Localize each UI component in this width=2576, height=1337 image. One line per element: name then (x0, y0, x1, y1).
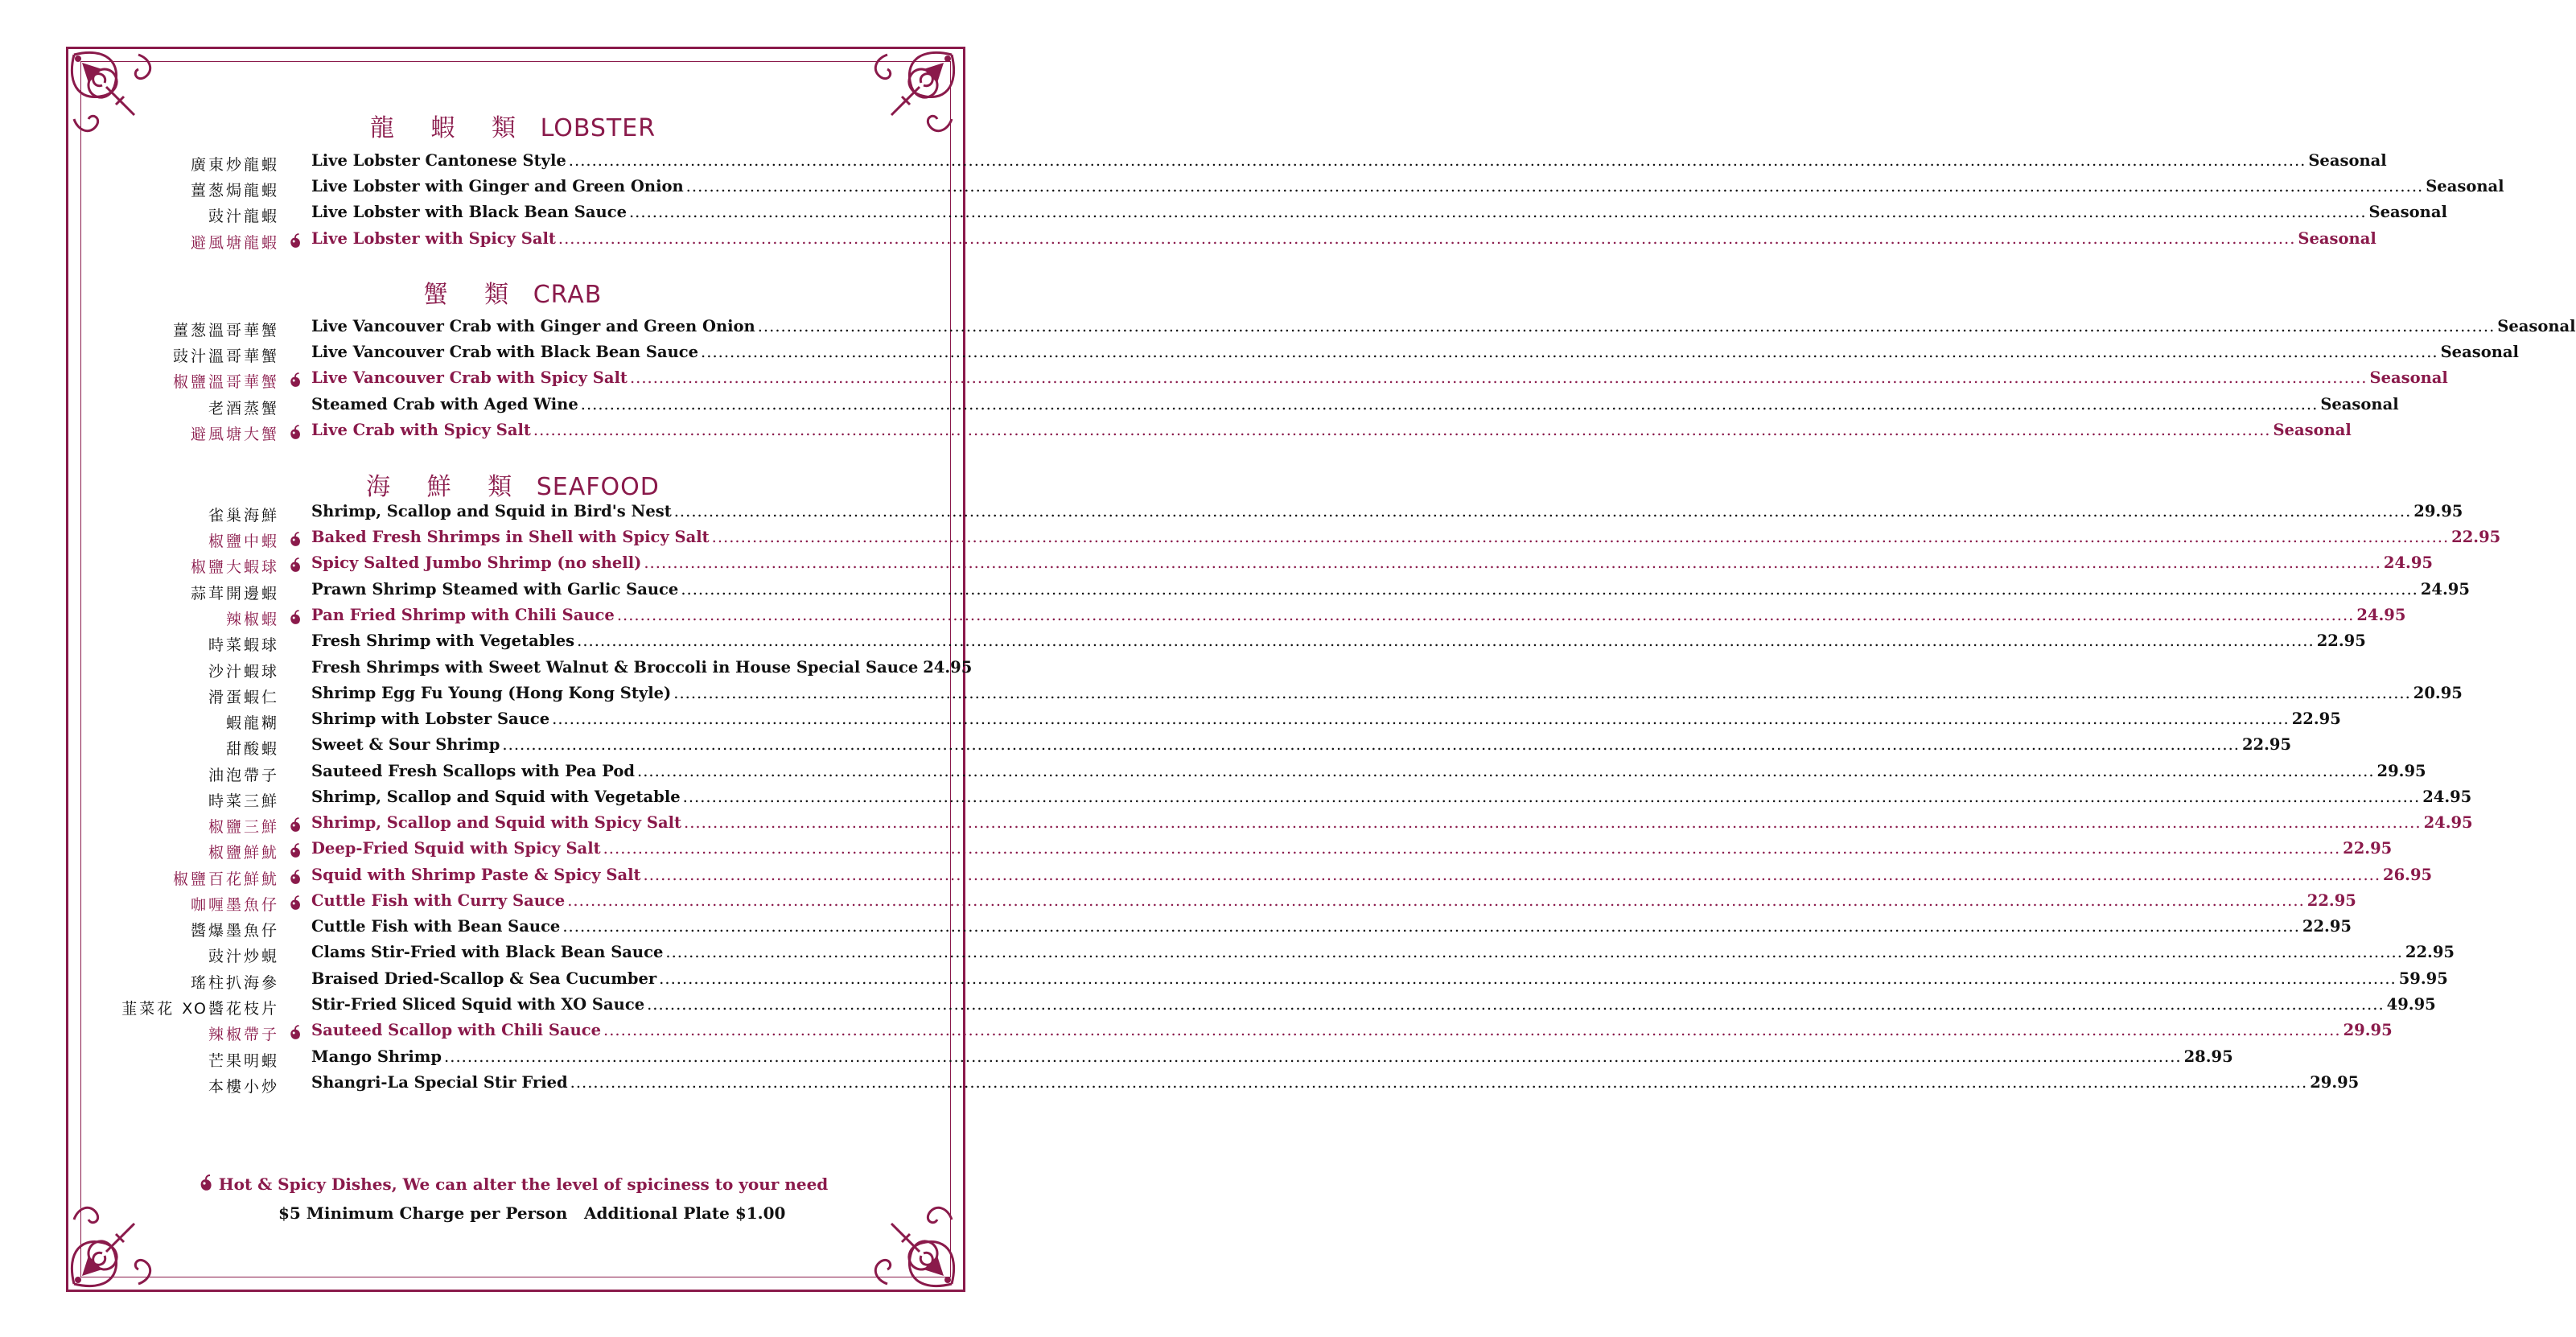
menu-item-price: Seasonal (2320, 395, 2399, 413)
menu-item (0, 502, 2463, 526)
menu-item-english-name: Live Lobster with Black Bean Sauce (311, 203, 627, 221)
dot-leader: ............................................................................................................................................................................................................................................................................................................ (681, 580, 2418, 599)
menu-item-chinese-name: 椒鹽溫哥華蟹 (172, 373, 279, 391)
chili-pepper-icon (288, 557, 302, 574)
dot-leader: ............................................................................................................................................................................................................................................................................................................ (673, 502, 2412, 520)
dot-leader: ............................................................................................................................................................................................................................................................................................................ (659, 969, 2397, 988)
menu-item-price: 29.95 (2343, 1021, 2393, 1039)
menu-item-chinese-name: 椒鹽中蝦 (208, 533, 279, 550)
menu-item-english-name: Live Lobster with Spicy Salt (311, 229, 556, 248)
menu-item (0, 995, 2436, 1019)
menu-item-chinese-name: 老酒蒸蟹 (208, 400, 279, 418)
menu-item-price: 29.95 (2310, 1073, 2360, 1092)
corner-ornament-icon (847, 1179, 968, 1300)
menu-item-english-name: Baked Fresh Shrimps in Shell with Spicy Salt (311, 528, 710, 546)
menu-item-price: 22.95 (2291, 710, 2341, 728)
menu-item (0, 813, 2473, 837)
dot-leader: ............................................................................................................................................................................................................................................................................................................ (701, 343, 2438, 361)
menu-item-price: Seasonal (2497, 317, 2576, 335)
menu-item-price: 24.95 (2420, 580, 2470, 599)
menu-item-price: 29.95 (2376, 762, 2426, 780)
menu-item-price: 22.95 (2451, 528, 2501, 546)
menu-item (0, 421, 2352, 445)
chili-pepper-icon (198, 1175, 214, 1192)
dot-leader: ............................................................................................................................................................................................................................................................................................................ (673, 684, 2411, 702)
menu-item-chinese-name: 避風塘龍蝦 (190, 234, 279, 252)
dot-leader: ............................................................................................................................................................................................................................................................................................................ (711, 528, 2450, 546)
menu-item-english-name: Cuttle Fish with Curry Sauce (311, 891, 566, 910)
menu-item-english-name: Fresh Shrimp with Vegetables (311, 631, 575, 650)
menu-item-chinese-name: 薑葱焗龍蝦 (190, 182, 279, 200)
menu-item (0, 580, 2470, 604)
menu-item (0, 1021, 2393, 1045)
menu-item (0, 317, 2576, 341)
menu-item-price: 20.95 (2413, 684, 2463, 702)
menu-item-line (311, 1047, 2233, 1066)
menu-item-price: 49.95 (2386, 995, 2436, 1014)
menu-item-english-name: Shrimp, Scallop and Squid with Vegetable (311, 788, 681, 806)
dot-leader: ............................................................................................................................................................................................................................................................................................................ (580, 395, 2319, 413)
additional-plate: Additional Plate $1.00 (584, 1203, 786, 1223)
menu-item-chinese-name: 瑤柱扒海參 (190, 974, 279, 992)
dot-leader: ............................................................................................................................................................................................................................................................................................................ (637, 762, 2375, 780)
menu-item-english-name: Braised Dried-Scallop & Sea Cucumber (311, 969, 657, 988)
menu-item-line (311, 839, 2393, 858)
menu-item-english-name: Pan Fried Shrimp with Chili Sauce (311, 606, 615, 624)
menu-item-line (311, 684, 2463, 702)
menu-item-english-name: Steamed Crab with Aged Wine (311, 395, 578, 413)
menu-item-line (311, 203, 2447, 221)
menu-item-english-name: Prawn Shrimp Steamed with Garlic Sauce (311, 580, 679, 599)
dot-leader: ............................................................................................................................................................................................................................................................................................................ (684, 813, 2422, 832)
chili-pepper-icon (288, 842, 302, 860)
menu-item-line (311, 1021, 2393, 1039)
menu-item-price: 59.95 (2398, 969, 2448, 988)
dot-leader: ............................................................................................................................................................................................................................................................................................................ (552, 710, 2290, 728)
menu-item-price: Seasonal (2440, 343, 2519, 361)
menu-item-english-name: Shrimp with Lobster Sauce (311, 710, 550, 728)
menu-item-price: 24.95 (923, 658, 973, 677)
menu-item-price: Seasonal (2273, 421, 2352, 439)
menu-item-chinese-name: 芒果明蝦 (208, 1052, 279, 1070)
section-title-en: CRAB (533, 281, 603, 309)
menu-item-chinese-name: 油泡帶子 (208, 767, 279, 784)
menu-item-chinese-name: 蒜茸開邊蝦 (190, 585, 279, 603)
menu-item-price: 22.95 (2241, 735, 2292, 754)
menu-item (0, 606, 2406, 630)
menu-item (0, 177, 2504, 201)
menu-item-chinese-name: 時菜三鮮 (208, 792, 279, 810)
menu-item (0, 203, 2447, 227)
menu-item-chinese-name: 豉汁炒蜆 (208, 948, 279, 965)
dot-leader: ............................................................................................................................................................................................................................................................................................................ (665, 943, 2403, 961)
dot-leader: ............................................................................................................................................................................................................................................................................................................ (502, 735, 2240, 754)
menu-item-chinese-name: 滑蛋蝦仁 (208, 689, 279, 706)
chili-pepper-icon (288, 424, 302, 442)
section-title-zh: 海 鮮 類 (366, 473, 527, 501)
menu-item-english-name: Sweet & Sour Shrimp (311, 735, 500, 754)
menu-item (0, 969, 2448, 993)
menu-item-english-name: Sauteed Scallop with Chili Sauce (311, 1021, 602, 1039)
section-title-seafood (0, 467, 1026, 502)
menu-item-english-name: Shrimp, Scallop and Squid with Spicy Salt (311, 813, 682, 832)
menu-item-chinese-name: 廣東炒龍蝦 (190, 156, 279, 174)
menu-item-line (311, 229, 2376, 248)
menu-item-chinese-name: 避風塘大蟹 (190, 426, 279, 443)
dot-leader: ............................................................................................................................................................................................................................................................................................................ (647, 995, 2385, 1014)
dot-leader: ............................................................................................................................................................................................................................................................................................................ (577, 631, 2315, 650)
menu-item (0, 528, 2501, 552)
menu-item-line (311, 735, 2292, 754)
menu-item-price: 28.95 (2183, 1047, 2233, 1066)
menu-item-english-name: Mango Shrimp (311, 1047, 442, 1066)
menu-item-chinese-name: 辣椒蝦 (225, 611, 279, 628)
menu-item-line (311, 177, 2504, 195)
menu-item-price: 22.95 (2306, 891, 2356, 910)
menu-item (0, 1047, 2233, 1072)
menu-item-price: 29.95 (2413, 502, 2463, 520)
menu-item-line (311, 891, 2356, 910)
menu-item-price: Seasonal (2426, 177, 2504, 195)
menu-item (0, 943, 2455, 967)
menu-item-line (311, 317, 2576, 335)
section-title-zh: 龍 蝦 類 (369, 114, 531, 142)
menu-item-line (311, 580, 2470, 599)
menu-item-price: 22.95 (2316, 631, 2366, 650)
menu-item (0, 368, 2448, 393)
menu-item-english-name: Deep-Fried Squid with Spicy Salt (311, 839, 601, 858)
menu-item-line (311, 788, 2472, 806)
corner-ornament-icon (58, 1179, 179, 1300)
dot-leader: ............................................................................................................................................................................................................................................................................................................ (568, 151, 2306, 170)
menu-item-line (311, 502, 2463, 520)
chili-pepper-icon (288, 372, 302, 389)
menu-item (0, 395, 2399, 419)
menu-item-chinese-name: 韮菜花 XO醬花枝片 (121, 1000, 279, 1018)
menu-item-line (311, 995, 2436, 1014)
menu-item-english-name: Live Lobster Cantonese Style (311, 151, 566, 170)
menu-item (0, 151, 2387, 175)
menu-item (0, 1073, 2360, 1097)
chili-pepper-icon (288, 1024, 302, 1042)
menu-item-line (311, 866, 2433, 884)
menu-item-price: Seasonal (2369, 368, 2448, 387)
menu-item (0, 839, 2393, 863)
menu-item (0, 891, 2356, 915)
spicy-note-text: Hot & Spicy Dishes, We can alter the level of spiciness to your need (218, 1175, 829, 1194)
menu-item (0, 553, 2433, 578)
menu-item (0, 658, 1026, 682)
menu-item-line (311, 710, 2341, 728)
menu-item-english-name: Clams Stir-Fried with Black Bean Sauce (311, 943, 664, 961)
menu-item-line (311, 969, 2448, 988)
dot-leader: ............................................................................................................................................................................................................................................................................................................ (644, 553, 2381, 572)
menu-item-english-name: Cuttle Fish with Bean Sauce (311, 917, 561, 936)
dot-leader: ............................................................................................................................................................................................................................................................................................................ (629, 368, 2368, 387)
menu-item-price: 22.95 (2302, 917, 2352, 936)
menu-item-line (311, 553, 2433, 572)
section-title-lobster (0, 108, 1026, 143)
chili-pepper-icon (288, 531, 302, 549)
dot-leader: ............................................................................................................................................................................................................................................................................................................ (444, 1047, 2182, 1066)
menu-item-english-name: Shrimp, Scallop and Squid in Bird's Nest (311, 502, 672, 520)
chili-pepper-icon (288, 232, 302, 250)
menu-item-line (311, 395, 2399, 413)
chili-pepper-icon (288, 609, 302, 627)
menu-item-price: 24.95 (2356, 606, 2406, 624)
menu-item-chinese-name: 椒鹽大蝦球 (190, 558, 279, 576)
menu-item-price: Seasonal (2298, 229, 2376, 248)
dot-leader: ............................................................................................................................................................................................................................................................................................................ (558, 229, 2296, 248)
menu-item-chinese-name: 沙汁蝦球 (208, 663, 279, 681)
menu-item-price: 22.95 (2343, 839, 2393, 858)
dot-leader: ............................................................................................................................................................................................................................................................................................................ (682, 788, 2421, 806)
menu-item-line (311, 343, 2519, 361)
menu-item-line (311, 762, 2426, 780)
chili-pepper-icon (288, 817, 302, 834)
menu-item-english-name: Live Vancouver Crab with Ginger and Green Onion (311, 317, 755, 335)
menu-item-price: 26.95 (2383, 866, 2433, 884)
menu-item-chinese-name: 豉汁龍蝦 (208, 208, 279, 225)
menu-item-price: 24.95 (2423, 813, 2473, 832)
menu-item-english-name: Sauteed Fresh Scallops with Pea Pod (311, 762, 635, 780)
minimum-charge: $5 Minimum Charge per Person (278, 1203, 568, 1223)
section-title-zh: 蟹 類 (423, 281, 524, 309)
dot-leader: ............................................................................................................................................................................................................................................................................................................ (616, 606, 2355, 624)
menu-item-english-name: Shrimp Egg Fu Young (Hong Kong Style) (311, 684, 672, 702)
menu-item-chinese-name: 蝦龍糊 (225, 714, 279, 732)
dot-leader: ............................................................................................................................................................................................................................................................................................................ (562, 917, 2300, 936)
dot-leader: ............................................................................................................................................................................................................................................................................................................ (643, 866, 2381, 884)
menu-item-price: 22.95 (2405, 943, 2455, 961)
menu-item-chinese-name: 咖喱墨魚仔 (190, 896, 279, 914)
dot-leader: ............................................................................................................................................................................................................................................................................................................ (603, 1021, 2341, 1039)
menu-item-line (311, 528, 2501, 546)
dot-leader: ............................................................................................................................................................................................................................................................................................................ (567, 891, 2305, 910)
dot-leader: ............................................................................................................................................................................................................................................................................................................ (570, 1073, 2308, 1092)
menu-item-english-name: Live Crab with Spicy Salt (311, 421, 531, 439)
menu-item-chinese-name: 椒鹽鮮魷 (208, 844, 279, 862)
menu-item (0, 735, 2292, 759)
menu-item-chinese-name: 醬爆墨魚仔 (190, 922, 279, 940)
menu-item (0, 229, 2376, 253)
menu-item-english-name: Spicy Salted Jumbo Shrimp (no shell) (311, 553, 642, 572)
section-title-en: SEAFOOD (536, 473, 660, 501)
menu-item (0, 684, 2463, 708)
menu-item (0, 631, 2366, 656)
menu-item-line (311, 813, 2473, 832)
menu-item-english-name: Live Vancouver Crab with Black Bean Sauce (311, 343, 699, 361)
spicy-note (0, 1175, 1026, 1194)
menu-item-chinese-name: 時菜蝦球 (208, 636, 279, 654)
menu-item-chinese-name: 雀巢海鮮 (208, 507, 279, 525)
menu-item-line (311, 606, 2406, 624)
menu-item-english-name: Shangri-La Special Stir Fried (311, 1073, 568, 1092)
menu-item-line (311, 917, 2352, 936)
dot-leader: ............................................................................................................................................................................................................................................................................................................ (685, 177, 2424, 195)
menu-item-chinese-name: 本樓小炒 (208, 1078, 279, 1096)
menu-item-line (311, 658, 973, 677)
dot-leader: ............................................................................................................................................................................................................................................................................................................ (628, 203, 2367, 221)
menu-item-line (311, 421, 2352, 439)
menu-item (0, 710, 2341, 734)
menu-item-english-name: Live Vancouver Crab with Spicy Salt (311, 368, 628, 387)
section-title-crab (0, 274, 1026, 310)
section-title-en: LOBSTER (540, 114, 656, 142)
menu-item-chinese-name: 辣椒帶子 (208, 1026, 279, 1043)
menu-item-line (311, 368, 2448, 387)
menu-item-line (311, 943, 2455, 961)
menu-item (0, 917, 2352, 941)
menu-item-chinese-name: 椒鹽百花鮮魷 (172, 870, 279, 888)
menu-item-line (311, 1073, 2360, 1092)
menu-item (0, 762, 2426, 786)
menu-item-price: Seasonal (2308, 151, 2387, 170)
chili-pepper-icon (288, 869, 302, 887)
menu-item (0, 343, 2519, 367)
menu-item-english-name: Live Lobster with Ginger and Green Onion (311, 177, 684, 195)
menu-item-chinese-name: 薑葱溫哥華蟹 (172, 322, 279, 339)
menu-item-price: Seasonal (2368, 203, 2447, 221)
menu-item-line (311, 631, 2366, 650)
menu-item-english-name: Stir-Fried Sliced Squid with XO Sauce (311, 995, 645, 1014)
menu-item-price: 24.95 (2383, 553, 2433, 572)
dot-leader: ............................................................................................................................................................................................................................................................................................................ (757, 317, 2496, 335)
menu-item-price: 24.95 (2422, 788, 2472, 806)
menu-item-chinese-name: 椒鹽三鮮 (208, 818, 279, 836)
menu-item (0, 866, 2433, 890)
dot-leader: ............................................................................................................................................................................................................................................................................................................ (533, 421, 2271, 439)
menu-item-chinese-name: 豉汁溫哥華蟹 (172, 348, 279, 365)
chili-pepper-icon (288, 895, 302, 912)
menu-item (0, 788, 2472, 812)
dot-leader: ............................................................................................................................................................................................................................................................................................................ (603, 839, 2341, 858)
menu-item-line (311, 151, 2387, 170)
menu-item-english-name: Fresh Shrimps with Sweet Walnut & Broccoli in House Special Sauce (311, 658, 919, 677)
menu-item-chinese-name: 甜酸蝦 (225, 740, 279, 758)
menu-item-english-name: Squid with Shrimp Paste & Spicy Salt (311, 866, 641, 884)
